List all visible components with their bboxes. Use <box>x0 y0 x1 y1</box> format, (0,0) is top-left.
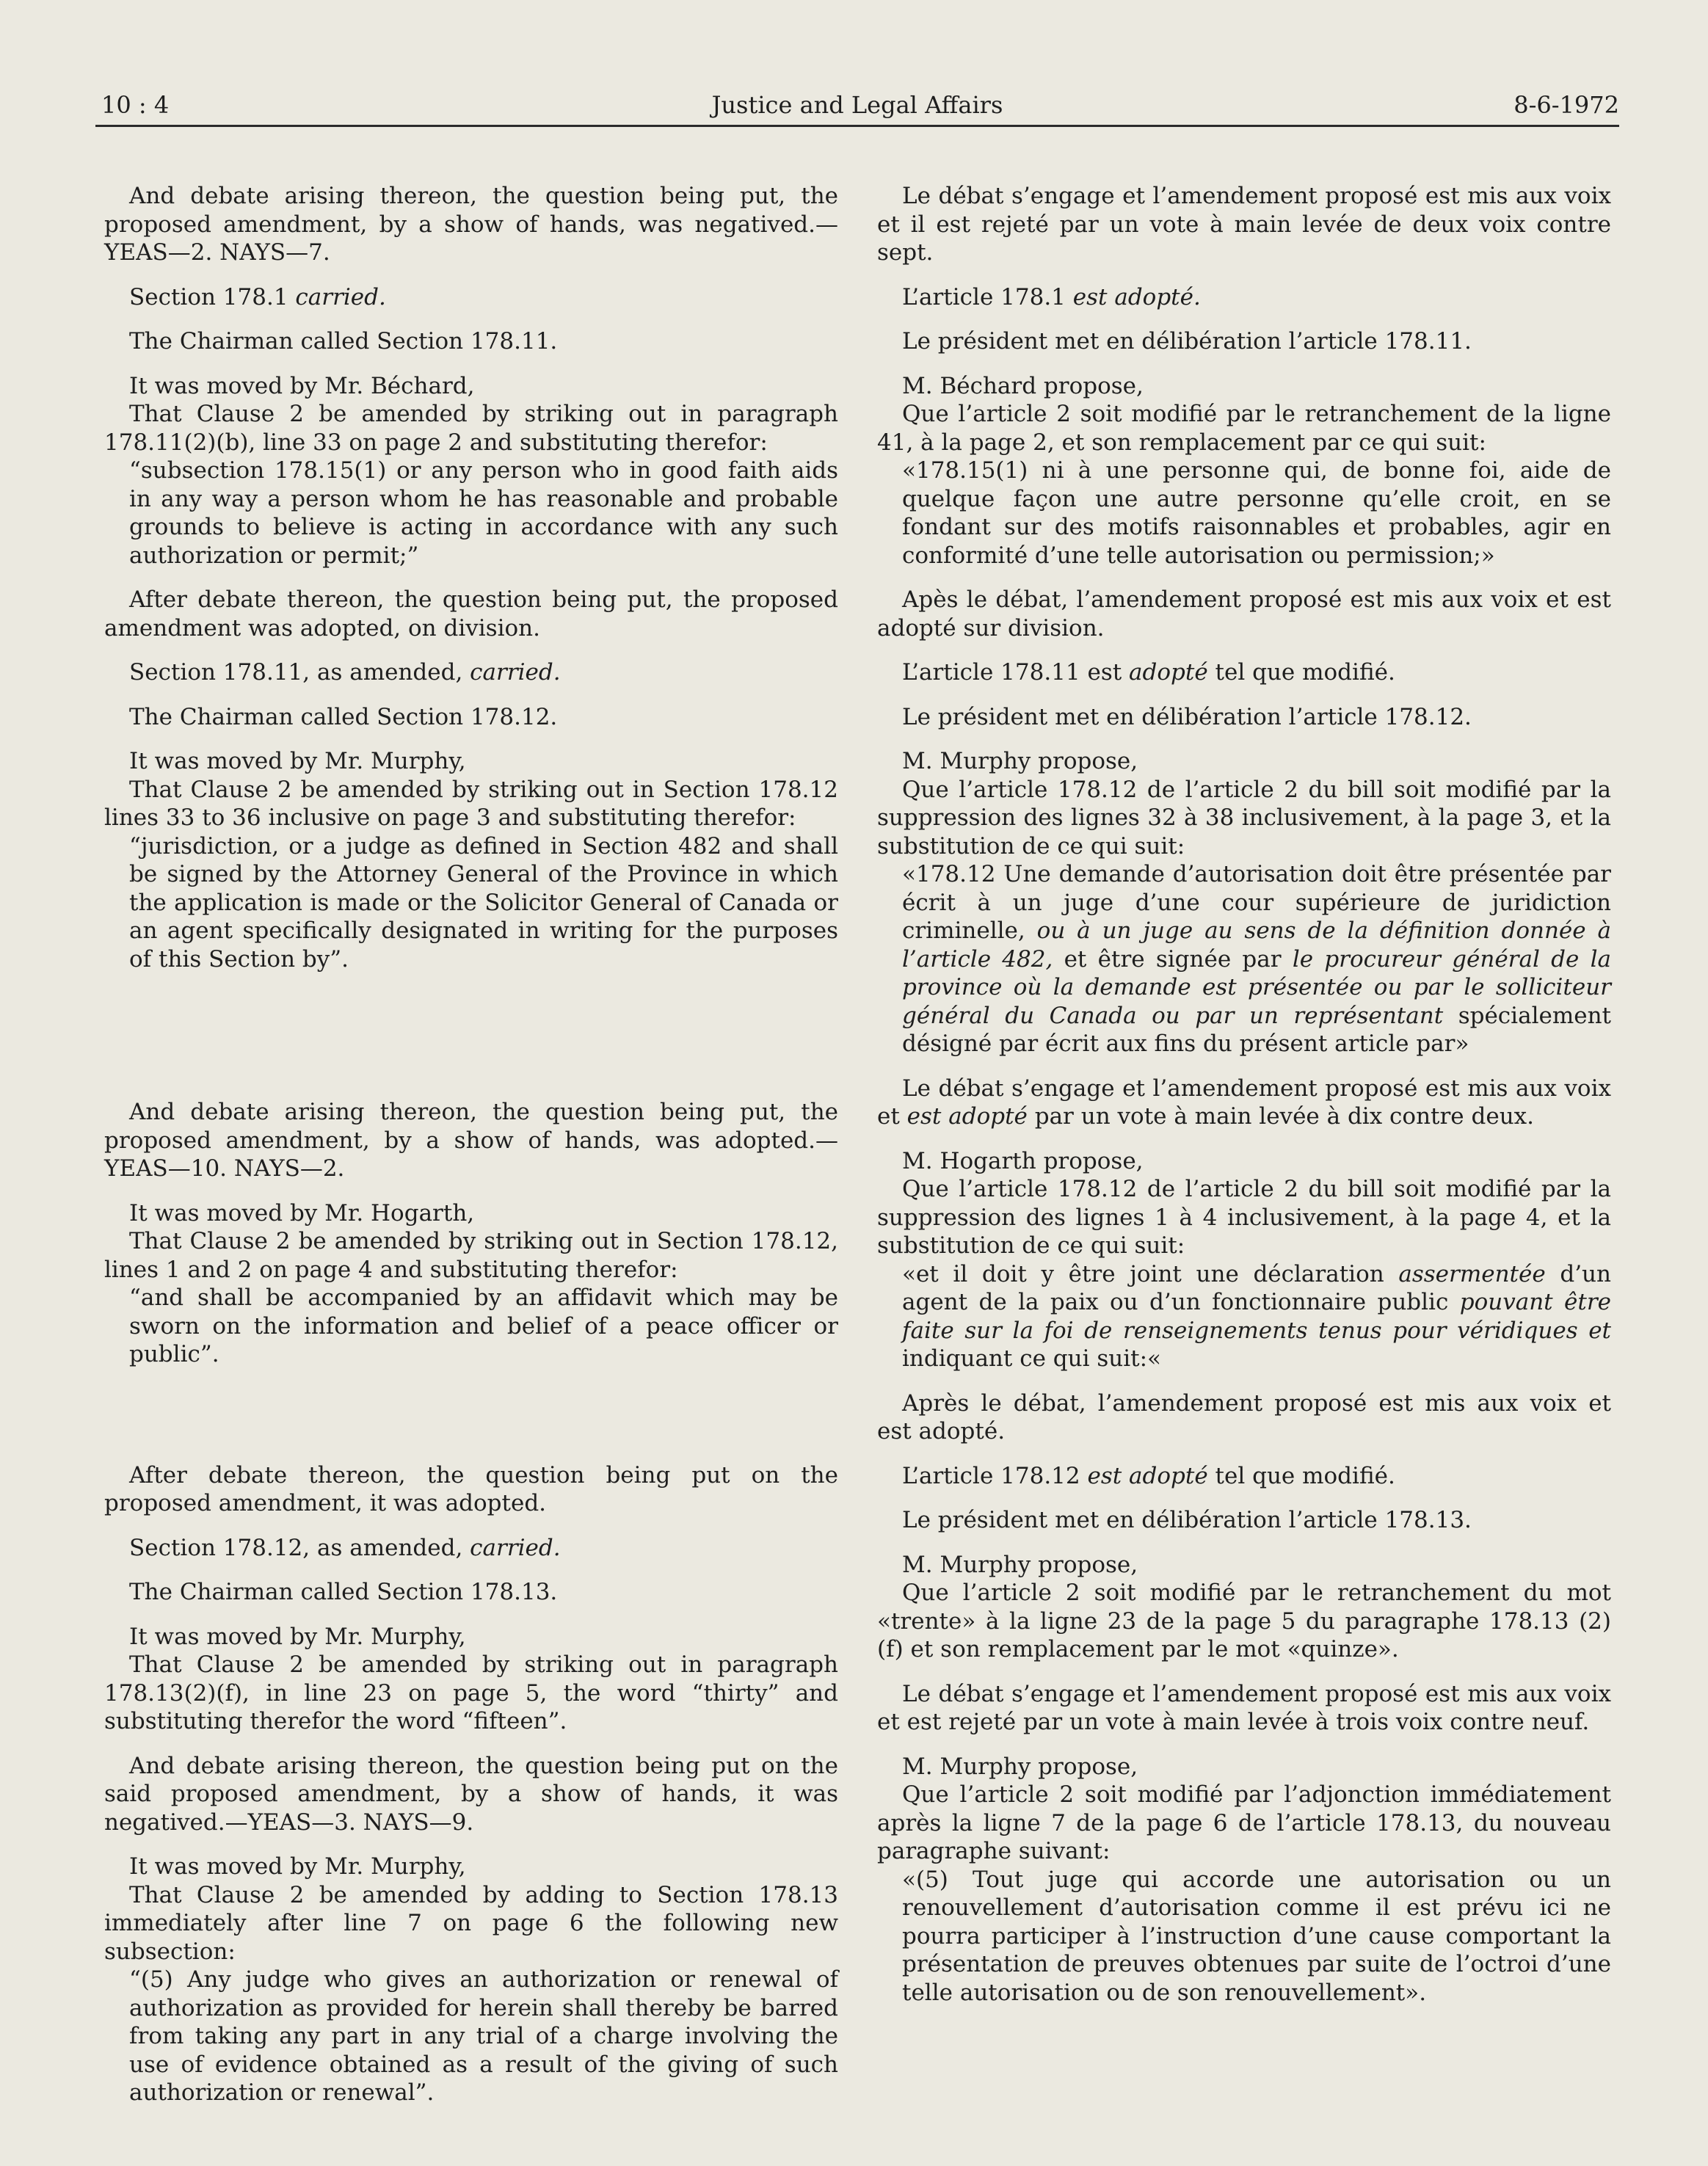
en-motion-quote: “and shall be accompanied by an affidavit which may be sworn on the information and belief of a peace officer or public”. <box>129 1284 838 1367</box>
fr-paragraph-6: L’article 178.11 est adopté tel que modifié. <box>902 659 1395 686</box>
en-motion-lead: It was moved by Mr. Murphy, <box>129 1853 466 1880</box>
fr-motion-body: Que l’article 178.12 de l’article 2 du bill soit modifié par la suppression des lignes 1 à 4 inclusivement, à la page 4, et la substitution de ce qui suit: <box>877 1176 1611 1259</box>
en-motion-quote: “jurisdiction, or a judge as defined in Section 482 and shall be signed by the Attorney General of the Province in which the application is made or the Solicitor General of Canada or an agent specifically designated in writing for the purposes of this Section by”. <box>129 832 838 973</box>
fr-paragraph-7: Le président met en délibération l’article 178.12. <box>902 703 1472 730</box>
en-paragraph-9: And debate arising thereon, the question being put, the proposed amendment, by a show of hands, was adopted.—YEAS—10. NAYS—2. <box>104 1099 838 1182</box>
fr-motion-body: Que l’article 2 soit modifié par le retranchement du mot «trente» à la ligne 23 de la page 5 du paragraphe 178.13 (2) (f) et son remplacement par le mot «quinze». <box>877 1580 1611 1662</box>
en-paragraph-11: After debate thereon, the question being put on the proposed amendment, it was adopted. <box>104 1461 838 1516</box>
en-spacer <box>104 1385 838 1461</box>
fr-motion-body: Que l’article 178.12 de l’article 2 du bill soit modifié par la suppression des lignes 32 à 38 inclusivement, à la page 3, et la substitution de ce qui suit: <box>877 776 1611 860</box>
fr-motion-quote: «178.15(1) ni à une personne qui, de bonne foi, aide de quelque façon une autre personne qu’elle croit, en se fondant sur des motifs raisonnables et probables, agir en conformité d’une telle autorisation ou permission;» <box>902 457 1611 569</box>
fr-paragraph-1: Le débat s’engage et l’amendement proposé est mis aux voix et il est rejeté par un vote à main levée de deux voix contre sept. <box>877 183 1611 266</box>
fr-motion-lead: M. Béchard propose, <box>902 372 1144 399</box>
fr-motion-quote: «et il doit y être joint une déclaration assermentée d’un agent de la paix ou d’un fonctionnaire public pouvant être faite sur la foi de renseignements tenus pour véridiques et indiquant ce qui suit:« <box>902 1260 1611 1372</box>
fr-motion-murphy-1 <box>877 747 1611 860</box>
page-number: 10 : 4 <box>101 91 170 119</box>
en-motion-murphy-1 <box>104 747 838 832</box>
en-motion-lead: It was moved by Mr. Hogarth, <box>129 1199 475 1226</box>
meeting-date: 8-6-1972 <box>1513 91 1619 119</box>
en-motion-murphy-3 <box>104 1853 838 1966</box>
en-motion-body: That Clause 2 be amended by striking out in paragraph 178.11(2)(b), line 33 on page 2 and substituting therefor: <box>104 401 838 456</box>
en-motion-murphy-2 <box>104 1623 838 1736</box>
en-motion-lead: It was moved by Mr. Béchard, <box>129 372 475 399</box>
fr-motion-bechard <box>877 372 1611 457</box>
fr-paragraph-11: Après le débat, l’amendement proposé est mis aux voix et est adopté. <box>877 1389 1611 1444</box>
en-paragraph-5: After debate thereon, the question being put, the proposed amendment was adopted, on division. <box>104 586 838 642</box>
running-title: Justice and Legal Affairs <box>711 91 1003 119</box>
en-paragraph-6: Section 178.11, as amended, carried. <box>129 659 561 686</box>
fr-motion-lead: M. Murphy propose, <box>902 1551 1138 1578</box>
en-motion-body: That Clause 2 be amended by adding to Section 178.13 immediately after line 7 on page 6 the following new subsection: <box>104 1881 838 1965</box>
en-motion-body: That Clause 2 be amended by striking out in paragraph 178.13(2)(f), in line 23 on page 5, the word “thirty” and substituting therefor the word “fifteen”. <box>104 1651 838 1734</box>
en-paragraph-1: And debate arising thereon, the question being put, the proposed amendment, by a show of hands, was negatived.—YEAS—2. NAYS—7. <box>104 183 838 266</box>
en-paragraph-13: The Chairman called Section 178.13. <box>129 1579 558 1605</box>
fr-motion-body: Que l’article 2 soit modifié par le retranchement de la ligne 41, à la page 2, et son remplacement par ce qui suit: <box>877 401 1611 456</box>
fr-paragraph-9: Le débat s’engage et l’amendement proposé est mis aux voix et est adopté par un vote à main levée à dix contre deux. <box>877 1075 1611 1130</box>
english-column <box>104 182 838 2123</box>
en-motion-body: That Clause 2 be amended by striking out in Section 178.12, lines 1 and 2 on page 4 and substituting therefor: <box>104 1228 838 1283</box>
fr-paragraph-13: Le président met en délibération l’article 178.13. <box>902 1507 1472 1533</box>
en-paragraph-2: Section 178.1 carried. <box>129 283 386 310</box>
en-spacer <box>104 989 838 1098</box>
fr-motion-lead: M. Murphy propose, <box>902 748 1138 774</box>
fr-motion-quote: «178.12 Une demande d’autorisation doit être présentée par écrit à un juge d’une cour supérieure de juridiction criminelle, ou à un juge au sens de la définition donnée à l’article 482, et être signée par le procureur général de la province où la demande est présentée ou par le solliciteur général du Canada ou par un représentant spécialement désigné par écrit aux fins du présent article par» <box>902 861 1611 1057</box>
en-motion-lead: It was moved by Mr. Murphy, <box>129 748 466 774</box>
en-paragraph-15: And debate arising thereon, the question being put on the said proposed amendment, by a show of hands, it was negatived.—YEAS—3. NAYS—9. <box>104 1752 838 1836</box>
fr-paragraph-12: L’article 178.12 est adopté tel que modifié. <box>902 1462 1395 1489</box>
fr-motion-lead: M. Hogarth propose, <box>902 1147 1144 1174</box>
en-paragraph-3: The Chairman called Section 178.11. <box>129 328 558 355</box>
fr-motion-murphy-2 <box>877 1551 1611 1664</box>
page-header <box>95 87 1619 127</box>
fr-motion-lead: M. Murphy propose, <box>902 1753 1138 1780</box>
fr-paragraph-5: Apès le débat, l’amendement proposé est mis aux voix et est adopté sur division. <box>877 586 1611 642</box>
fr-paragraph-15: Le débat s’engage et l’amendement proposé est mis aux voix et est rejeté par un vote à main levée à trois voix contre neuf. <box>877 1680 1611 1735</box>
en-motion-body: That Clause 2 be amended by striking out in Section 178.12 lines 33 to 36 inclusive on page 3 and substituting therefor: <box>104 776 838 831</box>
fr-motion-body: Que l’article 2 soit modifié par l’adjonction immédiatement après la ligne 7 de la page 6 de l’article 178.13, du nouveau paragraphe suivant: <box>877 1781 1611 1864</box>
en-paragraph-7: The Chairman called Section 178.12. <box>129 703 558 730</box>
en-paragraph-12: Section 178.12, as amended, carried. <box>129 1534 561 1561</box>
fr-motion-quote: «(5) Tout juge qui accorde une autorisation ou un renouvellement d’autorisation comme il est prévu ici ne pourra participer à l’instruction d’une cause comportant la présentation de preuves obtenues par suite de l’octroi d’une telle autorisation ou de son renouvellement». <box>902 1866 1611 2006</box>
french-column <box>877 182 1611 2023</box>
en-motion-hogarth <box>104 1199 838 1284</box>
fr-motion-hogarth <box>877 1147 1611 1260</box>
fr-paragraph-3: Le président met en délibération l’article 178.11. <box>902 328 1472 355</box>
en-motion-lead: It was moved by Mr. Murphy, <box>129 1623 466 1650</box>
en-motion-bechard <box>104 372 838 457</box>
en-motion-quote: “(5) Any judge who gives an authorization or renewal of authorization as provided for herein shall thereby be barred from taking any part in any trial of a charge involving the use of evidence obtained as a result of the giving of such authorization or renewal”. <box>129 1966 838 2106</box>
fr-paragraph-2: L’article 178.1 est adopté. <box>902 283 1201 310</box>
en-motion-quote: “subsection 178.15(1) or any person who in good faith aids in any way a person whom he has reasonable and probable grounds to believe is acting in accordance with any such authorization or permit;” <box>129 457 838 569</box>
fr-motion-murphy-3 <box>877 1753 1611 1866</box>
